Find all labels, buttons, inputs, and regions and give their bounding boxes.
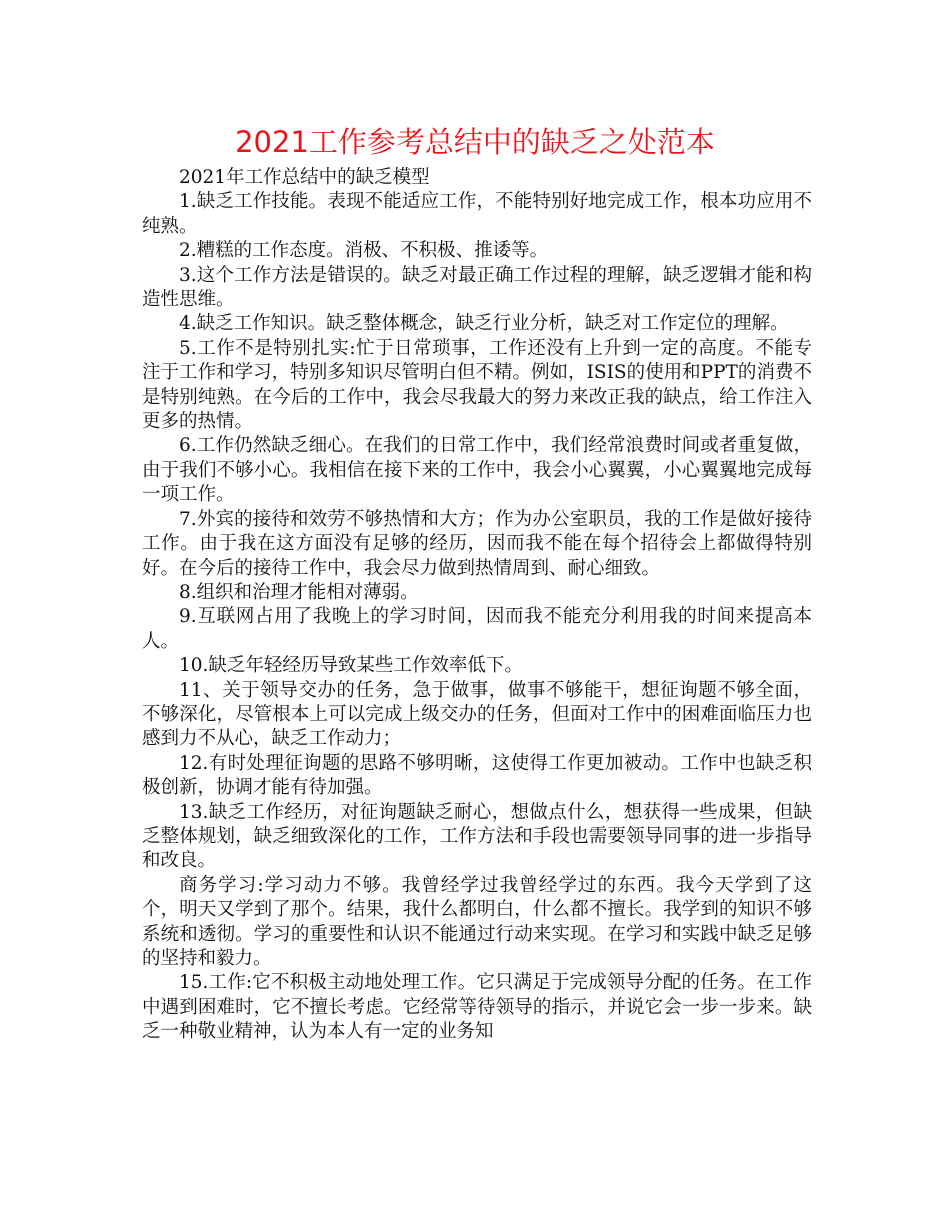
paragraph-10: 10.缺乏年轻经历导致某些工作效率低下。: [179, 655, 523, 677]
paragraph-business-study: 商务学习:学习动力不够。我曾经学过我曾经学过的东西。我今天学到了这个，明天又学到了那个。结果，我什么都明白，什么都不擅长。我学到的知识不够系统和透彻。学习的重要性和认识不能通过行动来实现。在学习和实践中缺乏足够的坚持和毅力。: [142, 874, 812, 969]
paragraph-8: 8.组织和治理才能相对薄弱。: [179, 581, 419, 603]
paragraph-subtitle: 2021年工作总结中的缺乏模型: [179, 167, 430, 188]
paragraph-2: 2.糟糕的工作态度。消极、不积极、推诿等。: [179, 240, 549, 262]
document-body: [142, 166, 812, 1045]
paragraph-1: 1.缺乏工作技能。表现不能适应工作，不能特别好地完成工作，根本功应用不纯熟。: [142, 191, 812, 237]
paragraph-5: 5.工作不是特别扎实:忙于日常琐事，工作还没有上升到一定的高度。不能专注于工作和学习，特别多知识尽管明白但不精。例如，ISIS的使用和PPT的消费不是特别纯熟。在今后的工作中，我会尽我最大的努力来改正我的缺点，给工作注入更多的热情。: [142, 337, 812, 433]
paragraph-15: 15.工作:它不积极主动地处理工作。它只满足于完成领导分配的任务。在工作中遇到困难时，它不擅长考虑。它经常等待领导的指示，并说它会一步一步来。缺乏一种敬业精神，认为本人有一定的业务知: [142, 972, 812, 1043]
paragraph-6: 6.工作仍然缺乏细心。在我们的日常工作中，我们经常浪费时间或者重复做，由于我们不够小心。我相信在接下来的工作中，我会小心翼翼，小心翼翼地完成每一项工作。: [142, 435, 812, 506]
paragraph-7: 7.外宾的接待和效劳不够热情和大方；作为办公室职员，我的工作是做好接待工作。由于我在这方面没有足够的经历，因而我不能在每个招待会上都做得特别好。在今后的接待工作中，我会尽力做到热情周到、耐心细致。: [142, 508, 812, 579]
document-title: 2021工作参考总结中的缺乏之处范本: [235, 125, 715, 159]
paragraph-3: 3.这个工作方法是错误的。缺乏对最正确工作过程的理解，缺乏逻辑才能和构造性思维。: [142, 264, 812, 311]
paragraph-12: 12.有时处理征询题的思路不够明晰，这使得工作更加被动。工作中也缺乏积极创新，协调才能有待加强。: [142, 752, 812, 799]
paragraph-4: 4.缺乏工作知识。缺乏整体概念，缺乏行业分析，缺乏对工作定位的理解。: [179, 313, 789, 335]
paragraph-11: 11、关于领导交办的任务，急于做事，做事不够能干，想征询题不够全面，不够深化，尽管根本上可以完成上级交办的任务，但面对工作中的困难面临压力也感到力不从心，缺乏工作动力；: [142, 679, 812, 750]
paragraph-9: 9.互联网占用了我晚上的学习时间，因而我不能充分利用我的时间来提高本人。: [142, 606, 812, 652]
paragraph-13: 13.缺乏工作经历，对征询题缺乏耐心，想做点什么，想获得一些成果，但缺乏整体规划，缺乏细致深化的工作，工作方法和手段也需要领导同事的进一步指导和改良。: [142, 801, 812, 872]
